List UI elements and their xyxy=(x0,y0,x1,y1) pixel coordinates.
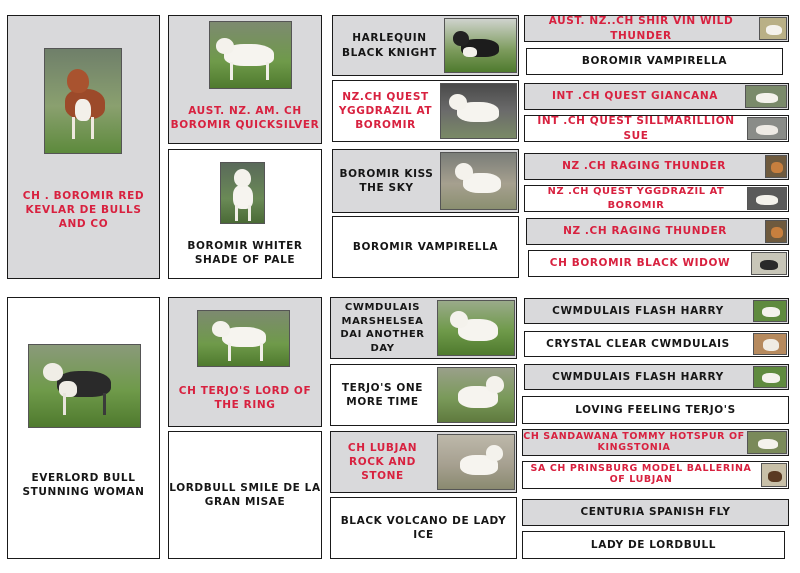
ggp-name: CH SANDAWANA TOMMY HOTSPUR OF KINGSTONIA xyxy=(523,430,745,453)
gp-box-2-2 xyxy=(330,364,517,426)
dam-photo-1 xyxy=(220,162,265,224)
grandparent-name: BOROMIR KISS THE SKY xyxy=(339,167,434,194)
dog-name: EVERLORD BULL STUNNING WOMAN xyxy=(22,471,145,498)
grandparent-name: TERJO'S ONE MORE TIME xyxy=(341,381,424,408)
gp-box-2-3 xyxy=(330,431,517,493)
grandparent-name: CH LUBJAN ROCK AND STONE xyxy=(347,441,418,483)
ggp-name: NZ .CH QUEST YGGDRAZIL AT BOROMIR xyxy=(547,186,725,211)
ggp-box-2-7 xyxy=(522,499,789,526)
ggp-name: CRYSTAL CLEAR CWMDULAIS xyxy=(546,337,730,350)
gp-photo xyxy=(440,152,517,210)
dog-name-2-wrap xyxy=(10,460,157,510)
gp-box-1-4 xyxy=(332,216,519,278)
ggp-name: LOVING FEELING TERJO'S xyxy=(575,403,736,416)
ggp-name: NZ .CH RAGING THUNDER xyxy=(563,225,727,238)
ggp-box-2-6 xyxy=(522,461,789,489)
dog-photo-2 xyxy=(28,344,141,428)
dam-name: LORDBULL SMILE DE LA GRAN MISAE xyxy=(169,481,321,508)
ggp-box-1-2 xyxy=(526,48,783,75)
ggp-box-1-5 xyxy=(524,153,789,180)
grandparent-name: BOROMIR VAMPIRELLA xyxy=(352,240,499,253)
dog-box-2 xyxy=(7,297,160,559)
ggp-photo xyxy=(747,187,787,210)
ggp-photo xyxy=(753,366,787,388)
sire-name-2-wrap xyxy=(170,376,320,420)
ggp-name: BOROMIR VAMPIRELLA xyxy=(581,55,728,68)
gp-photo xyxy=(437,300,515,356)
ggp-name: CENTURIA SPANISH FLY xyxy=(580,506,731,519)
ggp-photo xyxy=(765,220,787,243)
dam-name-1-wrap xyxy=(172,232,318,274)
gp-photo xyxy=(444,18,517,73)
ggp-photo xyxy=(759,17,787,40)
ggp-name: CWMDULAIS FLASH HARRY xyxy=(552,370,724,383)
sire-photo-1 xyxy=(209,21,292,89)
ggp-box-1-1 xyxy=(524,15,789,42)
ggp-box-1-7 xyxy=(526,218,789,245)
ggp-name: AUST. NZ..CH SHIR VIN WILD THUNDER xyxy=(548,15,734,42)
ggp-box-2-4 xyxy=(522,396,789,424)
ggp-photo xyxy=(753,333,787,355)
ggp-box-1-3 xyxy=(524,83,789,110)
grandparent-name: HARLEQUIN BLACK KNIGHT xyxy=(342,32,437,59)
ggp-name: CWMDULAIS FLASH HARRY xyxy=(552,304,724,317)
gp-box-1-3 xyxy=(332,149,519,213)
dog-photo-1 xyxy=(44,48,122,154)
ggp-name: LADY DE LORDBULL xyxy=(590,538,717,551)
ggp-box-1-8 xyxy=(528,250,789,277)
gp-box-1-1 xyxy=(332,15,519,76)
ggp-photo xyxy=(747,431,787,454)
ggp-box-1-4 xyxy=(524,115,789,142)
ggp-name: SA CH PRINSBURG MODEL BALLERINA OF LUBJAN xyxy=(530,463,752,485)
sire-name: AUST. NZ. AM. CH BOROMIR QUICKSILVER xyxy=(170,104,320,131)
ggp-box-2-3 xyxy=(524,364,789,390)
ggp-box-2-2 xyxy=(524,331,789,357)
ggp-box-2-8 xyxy=(522,531,785,559)
dam-name: BOROMIR WHITER SHADE OF PALE xyxy=(187,239,303,266)
gp-box-2-1 xyxy=(330,297,517,359)
ggp-name: NZ .CH RAGING THUNDER xyxy=(562,160,726,173)
ggp-photo xyxy=(745,85,787,108)
grandparent-name: CWMDULAIS MARSHELSEA DAI ANOTHER DAY xyxy=(340,302,425,354)
ggp-photo xyxy=(747,117,787,140)
sire-photo-2 xyxy=(197,310,290,367)
ggp-photo xyxy=(761,463,787,487)
ggp-name: INT .CH QUEST SILLMARILLION SUE xyxy=(537,115,735,142)
sire-name: CH TERJO'S LORD OF THE RING xyxy=(178,384,312,411)
gp-photo xyxy=(440,83,517,139)
ggp-photo xyxy=(753,300,787,322)
sire-name-1-wrap xyxy=(170,96,320,140)
ggp-photo xyxy=(765,155,787,178)
gp-photo xyxy=(437,367,515,423)
ggp-box-2-5 xyxy=(522,429,789,456)
ggp-box-1-6 xyxy=(524,185,789,212)
ggp-name: INT .CH QUEST GIANCANA xyxy=(551,90,719,103)
dog-name-1-wrap xyxy=(10,180,157,240)
ggp-box-2-1 xyxy=(524,298,789,324)
ggp-name: CH BOROMIR BLACK WIDOW xyxy=(549,257,731,270)
gp-photo xyxy=(437,434,515,490)
gp-box-2-4 xyxy=(330,497,517,559)
ggp-photo xyxy=(751,252,787,275)
dog-name: CH . BOROMIR RED KEVLAR DE BULLS AND CO xyxy=(22,189,145,231)
dam-box-2 xyxy=(168,431,322,559)
gp-box-1-2 xyxy=(332,80,519,142)
grandparent-name: BLACK VOLCANO DE LADY ICE xyxy=(340,514,507,541)
grandparent-name: NZ.CH QUEST YGGDRAZIL AT BOROMIR xyxy=(338,90,433,132)
